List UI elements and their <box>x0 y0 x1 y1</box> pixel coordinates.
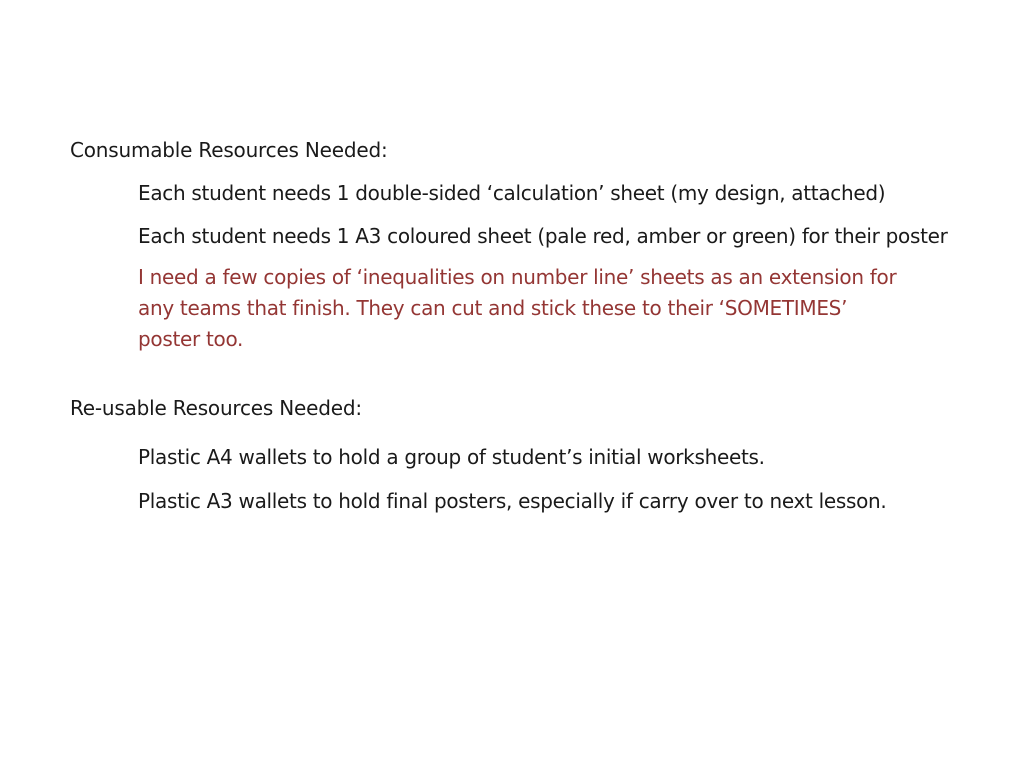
consumable-resources-heading: Consumable Resources Needed: <box>70 138 388 162</box>
extension-note <box>138 262 896 355</box>
reusable-resources-heading: Re-usable Resources Needed: <box>70 396 362 420</box>
reusable-item-a3-wallets: Plastic A3 wallets to hold final posters, especially if carry over to next lesson. <box>138 489 887 513</box>
reusable-item-a4-wallets: Plastic A4 wallets to hold a group of student’s initial worksheets. <box>138 445 765 469</box>
consumable-item-a3-coloured-sheet: Each student needs 1 A3 coloured sheet (pale red, amber or green) for their poster <box>138 224 948 248</box>
extension-note-line: poster too. <box>138 327 244 351</box>
consumable-item-calculation-sheet: Each student needs 1 double-sided ‘calculation’ sheet (my design, attached) <box>138 181 886 205</box>
extension-note-line: any teams that finish. They can cut and stick these to their ‘SOMETIMES’ <box>138 296 848 320</box>
extension-note-line: I need a few copies of ‘inequalities on number line’ sheets as an extension for <box>138 265 897 289</box>
